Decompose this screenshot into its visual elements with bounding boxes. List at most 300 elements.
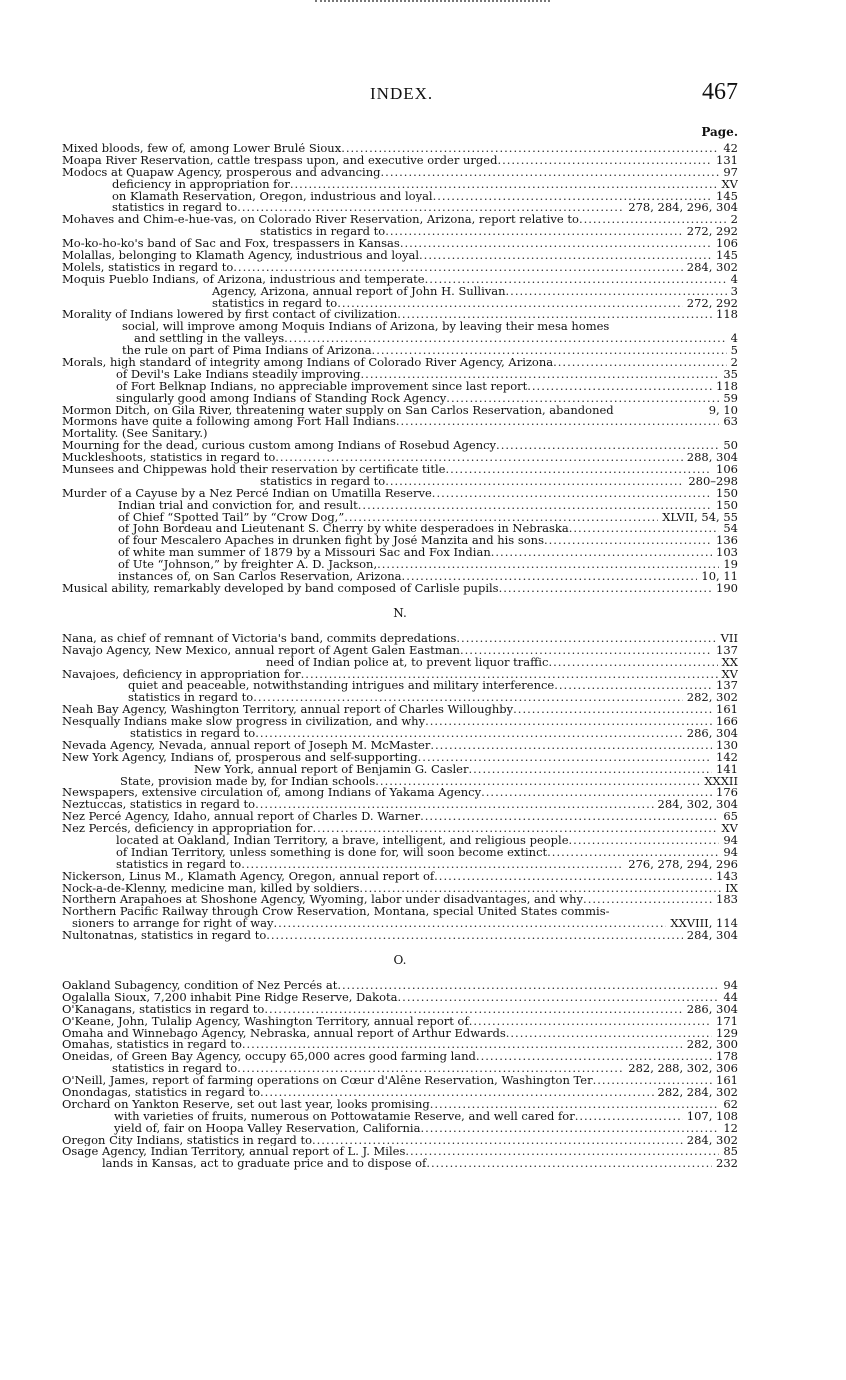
dot-leader (481, 787, 712, 799)
entry-text: Murder of a Cayuse by a Nez Percé Indian on Umatilla Reserve (62, 487, 432, 500)
entry-pages: 59 (723, 392, 738, 405)
entry-pages: 142 (716, 751, 738, 764)
index-entry (62, 309, 738, 321)
dot-leader (260, 1087, 654, 1099)
entry-pages: 280–298 (688, 475, 738, 488)
index-entry (62, 799, 738, 811)
entry-pages: 50 (723, 440, 738, 453)
dot-leader (496, 440, 719, 452)
dot-leader (579, 214, 727, 226)
entry-text: Nevada Agency, Nevada, annual report of Joseph M. McMaster (62, 739, 431, 752)
entry-text: Mo-ko-ho-ko's band of Sac and Fox, trespassers in Kansas (62, 238, 400, 251)
entry-text: Navajoes, deficiency in appropriation for (62, 668, 301, 681)
index-entry (62, 535, 738, 547)
entry-text: singularly good among Indians of Standing Rock Agency (116, 392, 447, 405)
index-entry (62, 155, 738, 167)
entry-text: Musical ability, remarkably developed by band composed of Carlisle pupils (62, 582, 499, 595)
dot-leader (499, 583, 712, 595)
entry-pages: 176 (716, 787, 738, 800)
dot-leader (255, 799, 653, 811)
dot-leader (385, 476, 684, 488)
index-entry (62, 1039, 738, 1051)
dot-leader (359, 883, 721, 895)
entry-text: of Indian Territory, unless something is done for, will soon become extinct (116, 846, 548, 859)
index-entry (62, 357, 738, 369)
entry-text: Nana, as chief of remnant of Victoria's band, commits depredations (62, 632, 457, 645)
entry-pages: 143 (716, 870, 738, 883)
entry-text: Nultonatnas, statistics in regard to (62, 930, 267, 942)
dot-leader (548, 657, 717, 669)
entry-text: statistics in regard to (130, 727, 256, 740)
dot-leader (290, 179, 718, 191)
dot-leader (430, 740, 712, 752)
index-entry (62, 298, 738, 310)
index-entry (62, 286, 738, 298)
dot-leader (445, 464, 712, 476)
index-entry (62, 369, 738, 381)
entry-text: Oregon City Indians, statistics in regard to (62, 1134, 312, 1147)
dot-leader (491, 547, 712, 559)
index-entry (62, 488, 738, 500)
entry-text: Omahas, statistics in regard to (62, 1039, 242, 1052)
entry-text: Ogalalla Sioux, 7,200 inhabit Pine Ridge Reserve, Dakota (62, 991, 398, 1004)
dot-leader (476, 1051, 712, 1063)
entry-pages: 4 (730, 273, 738, 286)
dot-leader (341, 143, 719, 155)
index-entry (62, 787, 738, 799)
entry-pages: VII (720, 632, 738, 645)
index-entry (62, 764, 738, 776)
entry-text: Moquis Pueblo Indians, of Arizona, industrious and temperate (62, 273, 425, 286)
entry-pages: 2 (730, 357, 738, 369)
index-entry (62, 1051, 738, 1063)
dot-leader (544, 535, 712, 547)
entry-text: statistics in regard to (260, 475, 386, 488)
entry-text: Osage Agency, Indian Territory, annual report of L. J. Miles (62, 1146, 406, 1159)
entry-pages: 103 (716, 547, 738, 560)
index-entry (62, 906, 738, 918)
entry-pages: 130 (716, 739, 738, 752)
entry-pages: 272, 292 (686, 297, 738, 310)
entry-pages: 150 (716, 499, 738, 512)
index-entry (62, 1063, 738, 1075)
entry-pages: 65 (723, 811, 738, 824)
dot-leader (460, 645, 712, 657)
dot-leader (397, 309, 712, 321)
dot-leader (575, 1111, 683, 1123)
dot-leader (513, 704, 712, 716)
index-entry (62, 500, 738, 512)
entry-pages: 282, 288, 302, 306 (628, 1063, 738, 1076)
dot-leader (527, 381, 712, 393)
dot-leader (497, 155, 712, 167)
index-entry (62, 811, 738, 823)
entry-text: the rule on part of Pima Indians of Arizona (122, 345, 372, 358)
index-entry (62, 1158, 738, 1170)
entry-pages: XXVIII, 114 (670, 918, 738, 931)
index-entry (62, 179, 738, 191)
dot-leader (253, 692, 683, 704)
entry-text: New York, annual report of Benjamin G. Casler (194, 763, 469, 776)
dot-leader (385, 226, 683, 238)
dot-leader (434, 871, 712, 883)
entry-text: Morals, high standard of integrity among Indians of Colorado River Agency, Arizona (62, 357, 554, 369)
index-entry (62, 571, 738, 583)
entry-pages: 62 (723, 1098, 738, 1111)
dot-leader (301, 669, 718, 681)
entry-text: statistics in regard to (212, 297, 338, 310)
index-entry (62, 980, 738, 992)
entry-text: Mohaves and Chim-e-hue-vas, on Colorado River Reservation, Arizona, report relative to (62, 214, 579, 227)
index-entry (62, 645, 738, 657)
entry-pages: XLVII, 54, 55 (662, 511, 738, 524)
entry-text: Indian trial and conviction for, and result (118, 499, 358, 512)
entry-pages: XXXII (704, 775, 738, 788)
entry-pages: 2 (730, 214, 738, 227)
dot-leader (569, 524, 720, 536)
index-entry (62, 143, 738, 155)
entry-text: Agency, Arizona, annual report of John H. Sullivan (212, 285, 506, 298)
dot-leader (381, 167, 720, 179)
entry-pages: 3 (730, 285, 738, 298)
dot-leader (400, 238, 712, 250)
dot-leader (469, 1016, 712, 1028)
index-entry (62, 512, 738, 524)
dot-leader (456, 633, 716, 645)
running-head (0, 79, 846, 112)
entry-pages: 276, 278, 294, 296 (628, 858, 738, 871)
entry-text: Navajo Agency, New Mexico, annual report of Agent Galen Eastman (62, 644, 460, 657)
entry-pages: 137 (716, 644, 738, 657)
index-entry (62, 680, 738, 692)
entry-pages: 166 (716, 716, 738, 728)
entry-text: Munsees and Chippewas hold their reservation by certificate title (62, 464, 446, 476)
entry-pages: 145 (716, 190, 738, 203)
page-number: 467 (702, 79, 738, 105)
entry-text: Modocs at Quapaw Agency, prosperous and advancing (62, 166, 381, 179)
entry-pages: 284, 302, 304 (657, 799, 738, 812)
entry-pages: XV (721, 823, 738, 835)
dot-leader (274, 918, 667, 930)
index-entry (62, 859, 738, 871)
dot-leader (337, 980, 719, 992)
index-entry (62, 823, 738, 835)
entry-text: Moapa River Reservation, cattle trespass upon, and executive order urged (62, 154, 498, 167)
section-letter: O. (393, 953, 407, 968)
entry-pages: 190 (716, 582, 738, 595)
dot-leader (553, 357, 727, 369)
index-entry (62, 740, 738, 752)
entry-text: Mormons have quite a following among Fort Hall Indians (62, 416, 396, 429)
dot-leader (337, 298, 683, 310)
dot-leader (398, 992, 720, 1004)
index-entry (62, 238, 738, 250)
entry-pages: 85 (723, 1146, 738, 1159)
section-letter: N. (393, 605, 407, 620)
index-entry (62, 871, 738, 883)
index-entry (62, 1123, 738, 1135)
entry-text: Nez Percé Agency, Idaho, annual report of Charles D. Warner (62, 811, 421, 824)
page-column-heading: Page. (701, 125, 738, 139)
entry-text: Orchard on Yankton Reserve, set out last year, looks promising (62, 1098, 430, 1111)
index-entry (62, 262, 738, 274)
entry-text: Nock-a-de-Klenny, medicine man, killed by soldiers (62, 882, 360, 895)
index-entry (62, 883, 738, 895)
entry-pages: 161 (716, 1075, 738, 1088)
entry-pages: 183 (716, 894, 738, 907)
entry-pages: 136 (716, 535, 738, 548)
entry-text: located at Oakland, Indian Territory, a brave, intelligent, and religious people (116, 834, 569, 847)
dot-leader (275, 452, 683, 464)
index-entry (62, 657, 738, 669)
index-entry (62, 633, 738, 645)
entry-pages: 94 (723, 980, 738, 992)
dot-leader (430, 1099, 720, 1111)
page-title: INDEX. (370, 84, 434, 103)
entry-pages: XV (721, 178, 738, 191)
entry-text: Morality of Indians lowered by first contact of civilization (62, 309, 398, 322)
entry-text: and settling in the valleys (134, 333, 285, 346)
index-entry (62, 547, 738, 559)
entry-pages: 10, 11 (701, 571, 738, 583)
entry-pages: 282, 284, 302 (657, 1087, 738, 1099)
entry-text: social, will improve among Moquis Indians of Arizona, by leaving their mesa homes (122, 321, 610, 334)
entry-text: on Klamath Reservation, Oregon, industrious and loyal (112, 190, 433, 203)
entry-text: of Ute “Johnson,” by freighter A. D. Jackson, (118, 559, 378, 572)
index-entry (62, 776, 738, 788)
entry-text: Mourning for the dead, curious custom among Indians of Rosebud Agency (62, 440, 497, 453)
dot-leader (264, 1004, 682, 1016)
entry-pages: 284, 302 (686, 261, 738, 274)
entry-pages: 161 (716, 704, 738, 717)
entry-text: Nez Percés, deficiency in appropriation for (62, 823, 313, 835)
index-entry (62, 1004, 738, 1016)
entry-pages: 19 (723, 559, 738, 572)
entry-text: Northern Pacific Railway through Crow Reservation, Montana, special United States commis- (62, 906, 610, 919)
entry-pages: 145 (716, 250, 738, 262)
entry-pages: 63 (723, 416, 738, 429)
dot-leader (312, 1135, 683, 1147)
entry-pages: 5 (730, 345, 738, 358)
entry-text: lands in Kansas, act to graduate price and to dispose of (102, 1158, 427, 1171)
dot-leader (593, 1075, 712, 1087)
entry-text: Newspapers, extensive circulation of, among Indians of Yakama Agency (62, 787, 482, 800)
index-entry (62, 559, 738, 571)
index-entry (62, 476, 738, 488)
entry-pages: 118 (716, 380, 738, 393)
entry-text: of John Bordeau and Lieutenant S. Cherry by white desperadoes in Nebraska (118, 523, 569, 536)
index-entry (62, 1099, 738, 1111)
entry-pages: 278, 284, 296, 304 (628, 202, 738, 215)
entry-text: Mormon Ditch, on Gila River, threatening water supply on San Carlos Reservation, abandoned (62, 404, 614, 417)
entry-pages: 286, 304 (686, 727, 738, 740)
index-entry (62, 835, 738, 847)
entry-pages: 131 (716, 154, 738, 167)
dot-leader (344, 512, 658, 524)
entry-text: deficiency in appropriation for (112, 178, 290, 191)
index-entry (62, 274, 738, 286)
entry-text: statistics in regard to (260, 226, 386, 239)
entry-pages: 141 (716, 763, 738, 776)
entry-pages: 107, 108 (686, 1110, 738, 1123)
index-entry (62, 716, 738, 728)
dot-leader (418, 752, 712, 764)
index-entry (62, 250, 738, 262)
dot-leader (420, 811, 719, 823)
index-entry (62, 704, 738, 716)
dot-leader (433, 191, 712, 203)
index-entry (62, 1075, 738, 1087)
dot-leader (554, 680, 712, 692)
entry-pages: 42 (723, 143, 738, 155)
index-entry (62, 847, 738, 859)
index-entry (62, 202, 738, 214)
index-entry (62, 452, 738, 464)
entry-text: Mortality. (See Sanitary.) (62, 428, 208, 441)
entry-text: Mixed bloods, few of, among Lower Brulé Sioux (62, 143, 342, 155)
entry-pages: 118 (716, 309, 738, 322)
index-entry (62, 393, 738, 405)
entry-pages: 94 (723, 834, 738, 847)
index-entry (62, 333, 738, 345)
dot-leader (375, 776, 700, 788)
entry-pages: 9, 10 (708, 404, 738, 417)
index-entry (62, 1016, 738, 1028)
dot-leader (506, 1028, 712, 1040)
dot-leader (569, 835, 720, 847)
dot-leader (425, 274, 727, 286)
entry-pages: 178 (716, 1051, 738, 1064)
entry-text: quiet and peaceable, notwithstanding intrigues and military interference (128, 680, 555, 693)
entry-pages: 282, 302 (686, 692, 738, 705)
dot-leader (425, 716, 712, 728)
dot-leader (583, 894, 712, 906)
entry-pages: 106 (716, 464, 738, 476)
index-entry (62, 1135, 738, 1147)
entry-pages: 286, 304 (686, 1003, 738, 1016)
entry-text: New York Agency, Indians of, prosperous and self-supporting (62, 751, 418, 764)
entry-text: Muckleshoots, statistics in regard to (62, 452, 276, 465)
entry-pages: 97 (723, 166, 738, 179)
index-entry (62, 1028, 738, 1040)
index-entry (62, 918, 738, 930)
index-entry (62, 321, 738, 333)
entry-pages: 284, 304 (686, 930, 738, 942)
dot-leader (266, 930, 683, 942)
entry-pages: 150 (716, 487, 738, 500)
index-entry (62, 226, 738, 238)
index-entry (62, 345, 738, 357)
index-body (62, 143, 738, 1170)
entry-text: O'Neill, James, report of farming operations on Cœur d'Alêne Reservation, Washington Ter (62, 1075, 593, 1088)
index-entry (62, 930, 738, 942)
entry-pages: 94 (723, 846, 738, 859)
entry-text: sioners to arrange for right of way (72, 918, 274, 931)
entry-text: Neah Bay Agency, Washington Territory, annual report of Charles Willoughby (62, 704, 514, 717)
dot-leader (377, 559, 719, 571)
index-entry (62, 894, 738, 906)
entry-text: statistics in regard to (116, 858, 242, 871)
entry-text: of Devil's Lake Indians steadily improving (116, 368, 361, 381)
index-entry (62, 752, 738, 764)
entry-pages: XX (721, 656, 738, 669)
index-entry (62, 191, 738, 203)
index-entry (62, 583, 738, 595)
entry-pages: 129 (716, 1027, 738, 1040)
dot-leader (242, 1039, 683, 1051)
index-entry (62, 1146, 738, 1158)
entry-text: Northern Arapahoes at Shoshone Agency, Wyoming, labor under disadvantages, and why (62, 894, 584, 907)
entry-text: with varieties of fruits, numerous on Pottowatamie Reserve, and well cared for (114, 1110, 575, 1123)
dot-leader (396, 416, 720, 428)
dot-leader (361, 369, 720, 381)
entry-text: O'Keane, John, Tulalip Agency, Washington Territory, annual report of (62, 1015, 469, 1028)
entry-text: State, provision made by, for Indian schools (120, 775, 376, 788)
entry-text: Neztuccas, statistics in regard to (62, 799, 256, 812)
entry-text: of Fort Belknap Indians, no appreciable improvement since last report (116, 380, 528, 393)
dot-leader (358, 500, 712, 512)
entry-text: Omaha and Winnebago Agency, Nebraska, annual report of Arthur Edwards (62, 1027, 506, 1040)
index-entry (62, 669, 738, 681)
index-entry (62, 381, 738, 393)
entry-text: yield of, fair on Hoopa Valley Reservation, California (114, 1122, 421, 1135)
entry-text: O'Kanagans, statistics in regard to (62, 1003, 265, 1016)
entry-pages: XV (721, 668, 738, 681)
index-entry (62, 214, 738, 226)
entry-pages: 288, 304 (686, 452, 738, 465)
dot-leader (420, 1123, 719, 1135)
entry-text: Onondagas, statistics in regard to (62, 1087, 261, 1099)
entry-text: Nickerson, Linus M., Klamath Agency, Oregon, annual report of (62, 870, 435, 883)
entry-pages: 106 (716, 238, 738, 251)
entry-pages: 171 (716, 1015, 738, 1028)
entry-pages: IX (725, 882, 738, 895)
entry-text: of white man summer of 1879 by a Missouri Sac and Fox Indian (118, 547, 491, 560)
dot-leader (255, 728, 683, 740)
entry-text: Molels, statistics in regard to (62, 261, 234, 274)
index-entry (62, 440, 738, 452)
index-entry (62, 692, 738, 704)
entry-text: Nesqually Indians make slow progress in civilization, and why (62, 716, 426, 728)
dot-leader (402, 571, 698, 583)
entry-text: Oakland Subagency, condition of Nez Percés at (62, 980, 338, 992)
entry-pages: 54 (723, 523, 738, 536)
dot-leader (372, 345, 727, 357)
entry-text: need of Indian police at, to prevent liquor traffic (266, 656, 549, 669)
dot-leader (446, 393, 719, 405)
index-entry (62, 405, 738, 417)
index-entry (62, 524, 738, 536)
entry-pages: 44 (723, 991, 738, 1004)
entry-text: of Chief “Spotted Tail” by “Crow Dog,” (118, 511, 345, 524)
entry-pages: 4 (730, 333, 738, 346)
entry-pages: 282, 300 (686, 1039, 738, 1052)
dot-leader (506, 286, 727, 298)
entry-text: statistics in regard to (112, 202, 238, 215)
entry-pages: 35 (723, 368, 738, 381)
entry-text: Oneidas, of Green Bay Agency, occupy 65,000 acres good farming land (62, 1051, 476, 1064)
dot-leader (312, 823, 717, 835)
index-entry (62, 1111, 738, 1123)
dot-leader (405, 1146, 719, 1158)
dot-leader (284, 333, 727, 345)
dot-leader (241, 859, 624, 871)
entry-text: statistics in regard to (112, 1063, 238, 1076)
dot-leader (419, 250, 712, 262)
entry-text: Molallas, belonging to Klamath Agency, industrious and loyal (62, 250, 420, 262)
dot-leader (237, 202, 624, 214)
dot-leader (426, 1158, 712, 1170)
